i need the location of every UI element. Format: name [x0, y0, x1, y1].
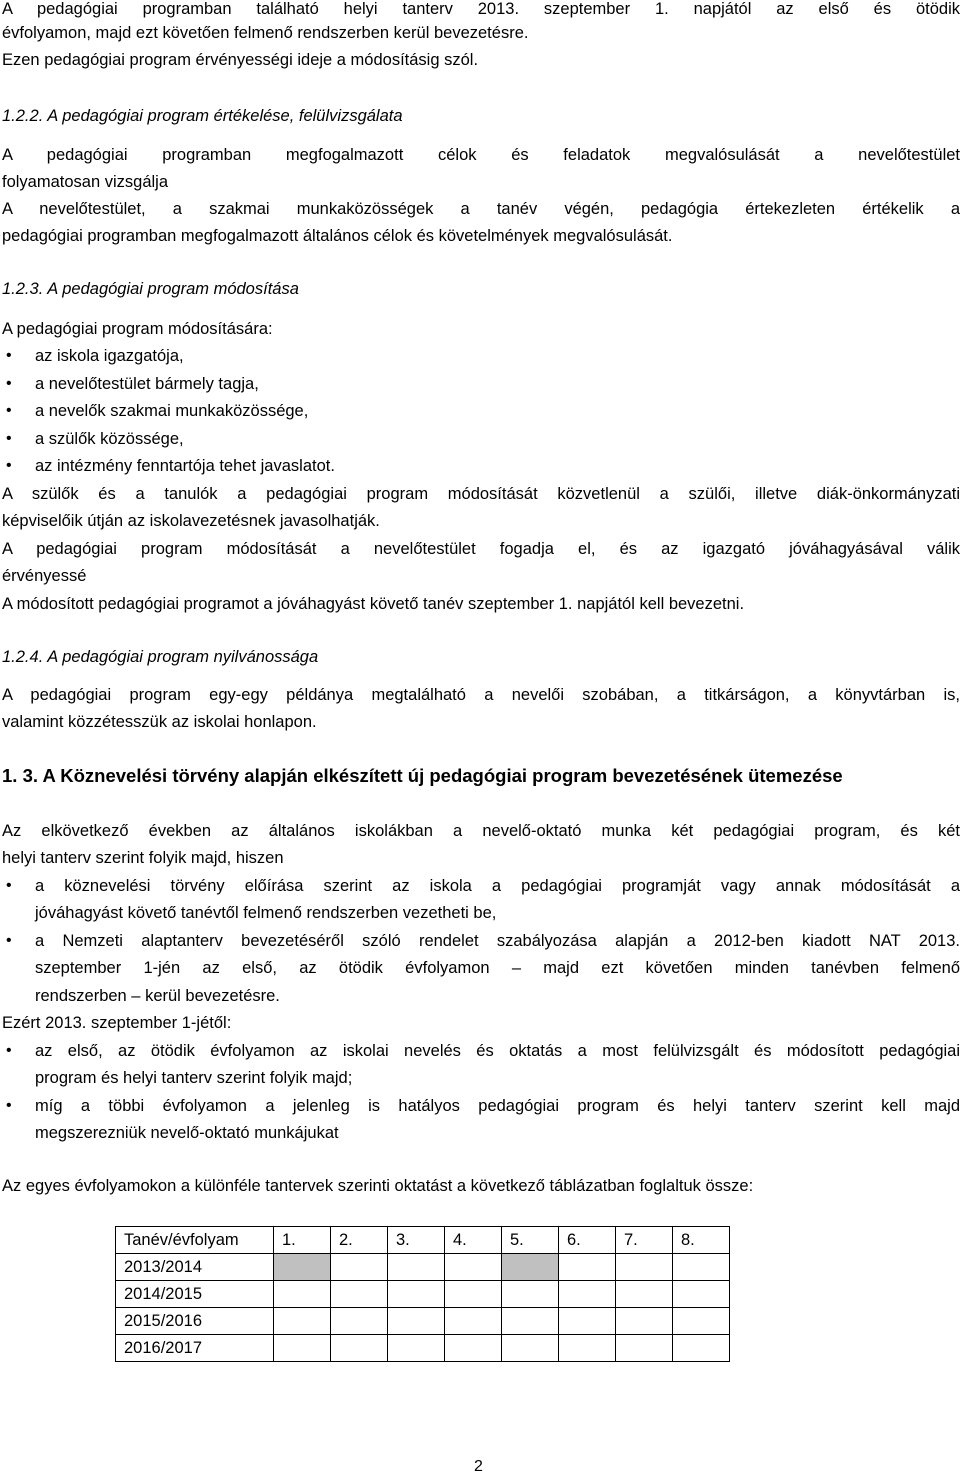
table-cell: [388, 1281, 445, 1308]
table-cell-shaded: [502, 1254, 559, 1281]
table-cell: [502, 1335, 559, 1362]
table-cell: [445, 1335, 502, 1362]
p123-line-2: képviselőik útján az iskolavezetésnek javasolhatják.: [2, 512, 380, 530]
table-cell: [331, 1254, 388, 1281]
table-cell: [616, 1335, 673, 1362]
heading-1-2-4: 1.2.4. A pedagógiai program nyilvánossága: [2, 648, 319, 666]
table-cell-shaded: [274, 1254, 331, 1281]
list-item: • míg a többi évfolyamon a jelenleg is hatályos pedagógiai program és helyi tanterv szerint kell majd: [35, 1094, 960, 1118]
table-cell: [274, 1335, 331, 1362]
table-cell: [445, 1308, 502, 1335]
list-item-cont: program és helyi tanterv szerint folyik majd;: [35, 1069, 353, 1087]
intro-line-2: évfolyamon, majd ezt követően felmenő rendszerben kerül bevezetésre.: [2, 24, 529, 42]
table-row: [116, 1308, 730, 1335]
table-cell: [274, 1281, 331, 1308]
table-cell: [673, 1335, 730, 1362]
table-cell: [673, 1281, 730, 1308]
table-header-label: Tanév/évfolyam: [116, 1227, 274, 1254]
list-item-cont: megszerezniük nevelő-oktató munkájukat: [35, 1124, 339, 1142]
p13-since: Ezért 2013. szeptember 1-jétől:: [2, 1014, 232, 1032]
list-item: • az első, az ötödik évfolyamon az iskolai nevelés és oktatás a most felülvizsgált és módosított pedagógiai: [35, 1039, 960, 1063]
table-header-grade: 2.: [331, 1227, 388, 1254]
table-cell: [445, 1254, 502, 1281]
list-item: • a köznevelési törvény előírása szerint az iskola a pedagógiai programját vagy annak módosítását a: [35, 874, 960, 898]
p124-line-2: valamint közzétesszük az iskolai honlapon.: [2, 713, 317, 731]
table-cell: [502, 1308, 559, 1335]
table-row-label: 2014/2015: [116, 1281, 274, 1308]
table-header-grade: 4.: [445, 1227, 502, 1254]
list-item-cont: rendszerben – kerül bevezetésre.: [35, 987, 280, 1005]
table-cell: [331, 1308, 388, 1335]
list-item: • a nevelők szakmai munkaközössége,: [35, 399, 960, 423]
list-item: • a szülők közössége,: [35, 427, 960, 451]
p123-lead: A pedagógiai program módosítására:: [2, 320, 273, 338]
table-cell: [616, 1308, 673, 1335]
table-header-grade: 8.: [673, 1227, 730, 1254]
p122-line-4: pedagógiai programban megfogalmazott általános célok és követelmények megvalósulását.: [2, 227, 673, 245]
list-item: • a Nemzeti alaptanterv bevezetéséről szóló rendelet szabályozása alapján a 2012-ben kiadott NAT 2013.: [35, 929, 960, 953]
table-cell: [616, 1254, 673, 1281]
heading-1-2-3: 1.2.3. A pedagógiai program módosítása: [2, 280, 299, 298]
p123-line-3: A pedagógiai program módosítását a nevelőtestület fogadja el, és az igazgató jóváhagyásával válik: [2, 540, 960, 558]
table-row: [116, 1281, 730, 1308]
p13-line-1: Az elkövetkező években az általános iskolákban a nevelő-oktató munka két pedagógiai program, és két: [2, 822, 960, 840]
table-cell: [331, 1281, 388, 1308]
table-cell: [331, 1335, 388, 1362]
table-header-grade: 6.: [559, 1227, 616, 1254]
list-item-cont: jóváhagyást követő tanévtől felmenő rendszerben vezetheti be,: [35, 904, 497, 922]
heading-1-2-2: 1.2.2. A pedagógiai program értékelése, felülvizsgálata: [2, 107, 403, 125]
p123-line-5: A módosított pedagógiai programot a jóváhagyást követő tanév szeptember 1. napjától kell bevezetni.: [2, 595, 745, 613]
table-cell: [388, 1254, 445, 1281]
table-row-label: 2015/2016: [116, 1308, 274, 1335]
table-row: [116, 1335, 730, 1362]
table-header-grade: 7.: [616, 1227, 673, 1254]
p123-line-1: A szülők és a tanulók a pedagógiai program módosítását közvetlenül a szülői, illetve diák-önkormányzati: [2, 485, 960, 503]
table-row-label: 2013/2014: [116, 1254, 274, 1281]
table-cell: [559, 1335, 616, 1362]
table-header-row: [116, 1227, 730, 1254]
table-header-grade: 5.: [502, 1227, 559, 1254]
table-cell: [616, 1281, 673, 1308]
table-header-grade: 1.: [274, 1227, 331, 1254]
p122-line-2: folyamatosan vizsgálja: [2, 173, 168, 191]
list-item-cont: szeptember 1-jén az első, az ötödik évfolyamon – majd ezt követően minden tanévben felmenő: [35, 959, 960, 977]
list-item: • az iskola igazgatója,: [35, 344, 960, 368]
table-row-label: 2016/2017: [116, 1335, 274, 1362]
table-cell: [559, 1254, 616, 1281]
intro-line-1: A pedagógiai programban található helyi tanterv 2013. szeptember 1. napjától az első és ötödik: [2, 0, 960, 18]
table-cell: [388, 1308, 445, 1335]
table-cell: [502, 1281, 559, 1308]
heading-1-3: 1. 3. A Köznevelési törvény alapján elkészített új pedagógiai program bevezetésének ütemezése: [2, 765, 843, 786]
p122-line-1: A pedagógiai programban megfogalmazott célok és feladatok megvalósulását a nevelőtestület: [2, 146, 960, 164]
table-cell: [445, 1281, 502, 1308]
p122-line-3: A nevelőtestület, a szakmai munkaközösségek a tanév végén, pedagógia értekezleten értékelik a: [2, 200, 960, 218]
p-table-lead: Az egyes évfolyamokon a különféle tantervek szerinti oktatást a következő táblázatban foglaltuk össze:: [2, 1177, 754, 1195]
table-cell: [559, 1281, 616, 1308]
page-number: 2: [474, 1458, 483, 1475]
table-cell: [673, 1308, 730, 1335]
table-header-grade: 3.: [388, 1227, 445, 1254]
table-cell: [559, 1308, 616, 1335]
p123-line-4: érvényessé: [2, 567, 87, 585]
list-item: • az intézmény fenntartója tehet javaslatot.: [35, 454, 960, 478]
table-cell: [388, 1335, 445, 1362]
table-row: [116, 1254, 730, 1281]
p124-line-1: A pedagógiai program egy-egy példánya megtalálható a nevelői szobában, a titkárságon, a könyvtárban is,: [2, 686, 960, 704]
curriculum-table: [115, 1226, 730, 1362]
list-item: • a nevelőtestület bármely tagja,: [35, 372, 960, 396]
intro-line-3: Ezen pedagógiai program érvényességi ideje a módosításig szól.: [2, 51, 479, 69]
table-cell: [274, 1308, 331, 1335]
p13-line-2: helyi tanterv szerint folyik majd, hiszen: [2, 849, 284, 867]
table-cell: [673, 1254, 730, 1281]
